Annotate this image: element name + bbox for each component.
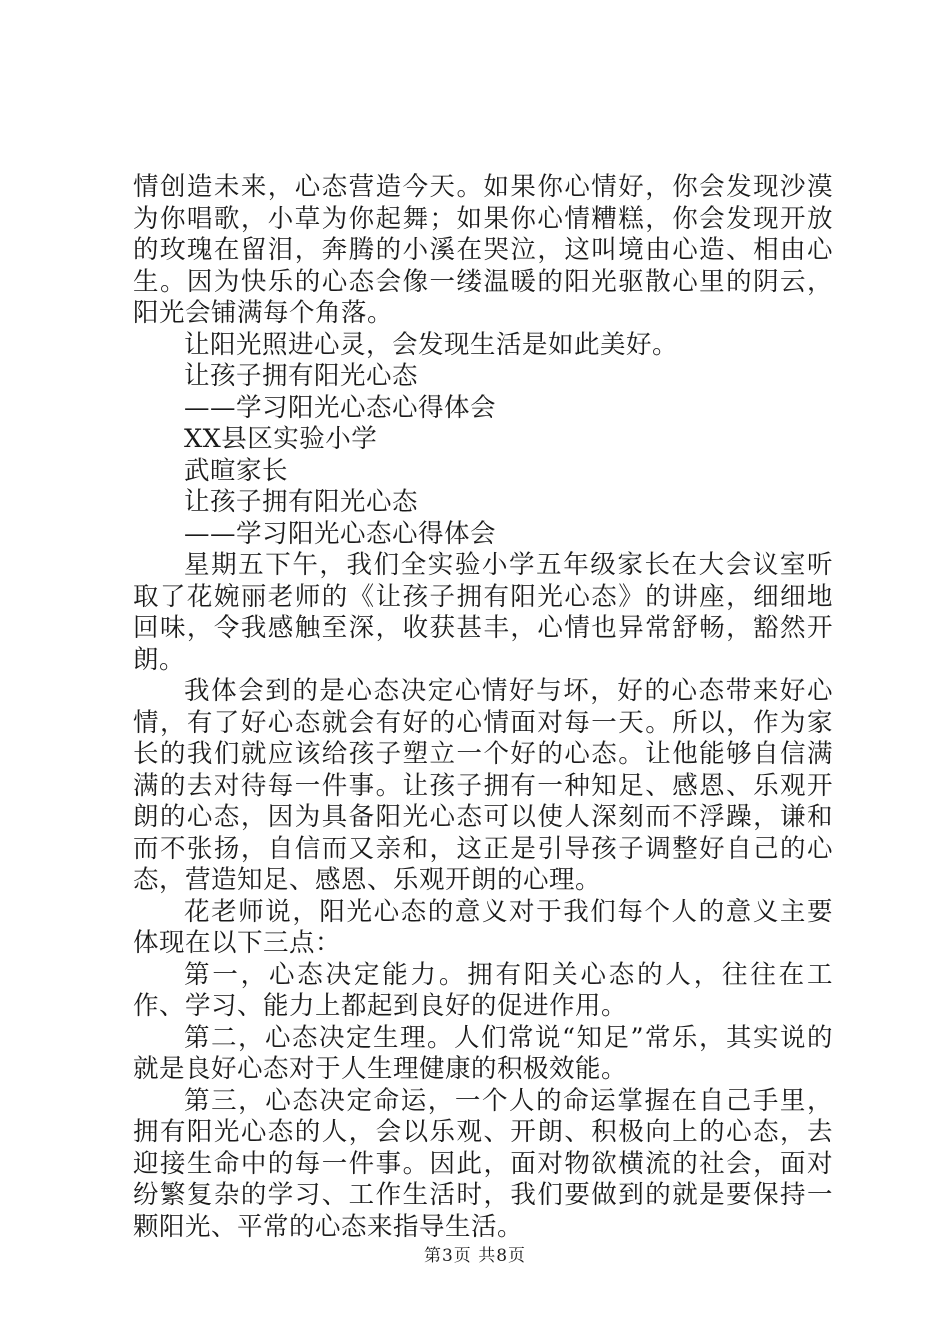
paragraph-mindset: 我体会到的是心态决定心情好与坏，好的心态带来好心情，有了好心态就会有好的心情面对每一天。所以，作为家长的我们就应该给孩子塑立一个好的心态。让他能够自信满满的去对待每一件事。让孩子拥有一种知足、感恩、乐观开朗的心态，因为具备阳光心态可以使人深刻而不浮躁，谦和而不张扬，自信而又亲和，这正是引导孩子调整好自己的心态，营造知足、感恩、乐观开朗的心理。 bbox=[133, 676, 833, 895]
article-title-repeat: 让孩子拥有阳光心态 bbox=[184, 487, 419, 517]
paragraph-continuation: 情创造未来，心态营造今天。如果你心情好，你会发现沙漠为你唱歌，小草为你起舞；如果你心情糟糕，你会发现开放的玫瑰在留泪，奔腾的小溪在哭泣，这叫境由心造、相由心生。因为快乐的心态会像一缕温暖的阳光驱散心里的阴云，阳光会铺满每个角落。 bbox=[133, 172, 833, 328]
page-footer: 第3页 共8页 bbox=[423, 1246, 527, 1266]
article-subtitle: ——学习阳光心态心得体会 bbox=[184, 392, 497, 423]
paragraph-three-points: 花老师说，阳光心态的意义对于我们每个人的意义主要体现在以下三点： bbox=[133, 896, 833, 958]
paragraph-point-three: 第三，心态决定命运，一个人的命运掌握在自己手里，拥有阳光心态的人，会以乐观、开朗、积极向上的心态，去迎接生命中的每一件事。因此，面对物欲横流的社会，面对纷繁复杂的学习、工作生活时，我们要做到的就是要保持一颗阳光、平常的心态来指导生活。 bbox=[133, 1085, 833, 1242]
article-author: 武暄家长 bbox=[184, 455, 289, 486]
paragraph-lecture: 星期五下午，我们全实验小学五年级家长在大会议室听取了花婉丽老师的《让孩子拥有阳光心态》的讲座，细细地回味，令我感触至深，收获甚丰，心情也异常舒畅，豁然开朗。 bbox=[133, 550, 833, 675]
paragraph-point-one: 第一，心态决定能力。拥有阳关心态的人，往往在工作、学习、能力上都起到良好的促进作用。 bbox=[133, 959, 833, 1021]
paragraph-sunshine-line: 让阳光照进心灵，会发现生活是如此美好。 bbox=[184, 329, 679, 360]
article-school: XX县区实验小学 bbox=[184, 424, 378, 454]
document-body bbox=[133, 172, 833, 1243]
article-title: 让孩子拥有阳光心态 bbox=[184, 361, 419, 391]
article-subtitle-repeat: ——学习阳光心态心得体会 bbox=[184, 518, 497, 549]
paragraph-point-two: 第二，心态决定生理。人们常说“知足”常乐，其实说的就是良好心态对于人生理健康的积极效能。 bbox=[133, 1022, 833, 1084]
